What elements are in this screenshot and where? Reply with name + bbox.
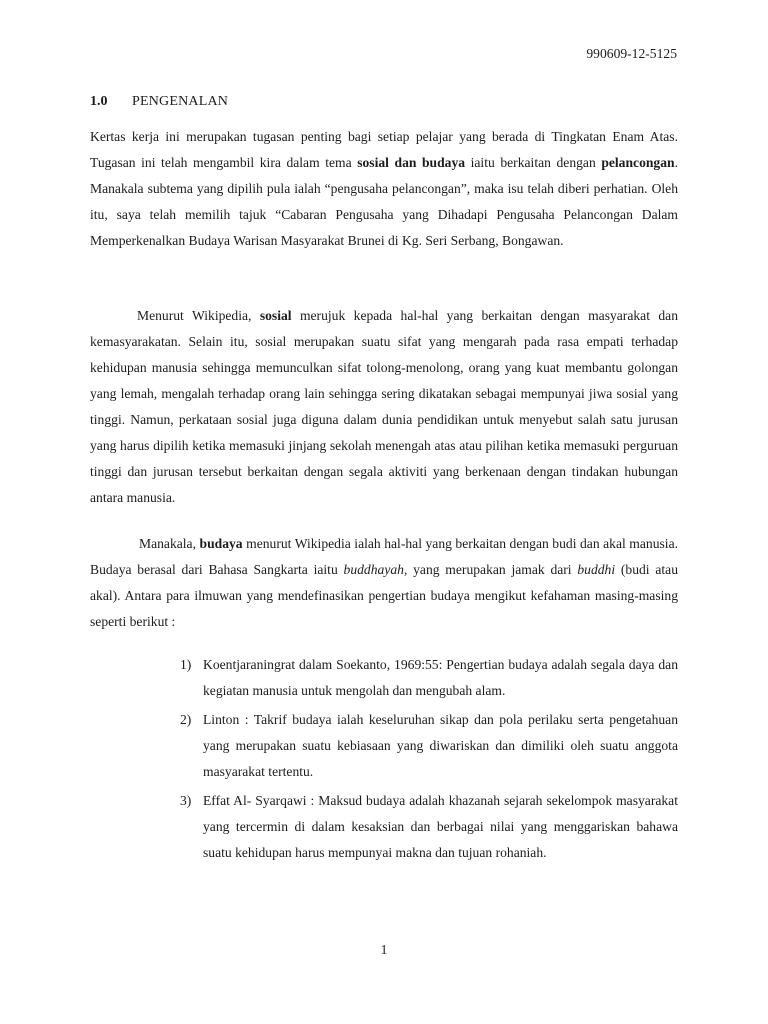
list-item [180,652,678,704]
italic-term: buddhi [577,562,616,577]
document-id: 990609-12-5125 [586,46,677,61]
list-item [180,788,678,866]
text-run: Menurut Wikipedia, [137,308,260,323]
list-item-number: 1) [180,657,192,672]
list-item-text: Linton : Takrif budaya ialah keseluruhan sikap dan pola perilaku serta pengetahuan yang merupakan suatu kebiasaan yang diwariskan dan dimiliki oleh suatu anggota masyarakat tertentu. [203,712,678,779]
bold-term: pelancongan [601,155,675,170]
italic-term: buddhayah [343,562,404,577]
text-run: (budi atau akal). Antara para ilmuwan yang mendefinasikan pengertian budaya mengikut kefahaman masing-masing seperti berikut : [90,562,678,629]
text-run: iaitu berkaitan dengan [465,155,602,170]
list-item-number: 3) [180,793,192,808]
definition-list [180,652,678,869]
text-run: menurut Wikipedia ialah hal-hal yang berkaitan dengan budi dan akal manusia. Budaya berasal dari Bahasa Sangkarta iaitu [90,536,678,577]
list-item-text: Effat Al- Syarqawi : Maksud budaya adalah khazanah sejarah sekelompok masyarakat yang tercermin di dalam kesaksian dan berbagai nilai yang menggariskan bahawa suatu kehidupan harus mempunyai makna dan tujuan rohaniah. [203,793,678,860]
culture-definition-paragraph [90,531,678,635]
bold-term: sosial dan budaya [357,155,466,170]
social-definition-paragraph [90,303,678,511]
text-run: merujuk kepada hal-hal yang berkaitan dengan masyarakat dan kemasyarakatan. Selain itu, sosial merupakan suatu sifat yang mengarah pada rasa empati terhadap kehidupan manusia sehingga memunculkan sifat tolong-menolong, orang yang kuat membantu golongan yang lemah, mengalah terhadap orang lain sehingga sering dikatakan sebagai mempunyai jiwa sosial yang tinggi. Namun, perkataan sosial juga diguna dalam dunia pendidikan untuk menyebut salah satu jurusan yang harus dipilih ketika memasuki jinjang sekolah menengah atas atau pilihan ketika memasuki perguruan tinggi dan jurusan tersebut berkaitan dengan segala aktiviti yang berkenaan dengan tindakan hubungan antara manusia. [90,308,678,505]
section-number: 1.0 [90,94,108,109]
list-item [180,707,678,785]
intro-paragraph [90,124,678,254]
text-run: , yang merupakan jamak dari [403,562,578,577]
section-title: PENGENALAN [132,94,229,109]
list-item-number: 2) [180,712,192,727]
text-run: Kertas kerja ini merupakan tugasan penting bagi setiap pelajar yang berada di Tingkatan Enam Atas. Tugasan ini telah mengambil kira dalam tema [90,129,678,170]
bold-term: budaya [199,536,243,551]
bold-term: sosial [259,308,292,323]
text-run: Manakala, [139,536,200,551]
list-item-text: Koentjaraningrat dalam Soekanto, 1969:55: Pengertian budaya adalah segala daya dan kegiatan manusia untuk mengolah dan mengubah alam. [203,657,678,698]
section-heading [90,94,228,110]
page-number: 1 [380,942,388,957]
text-run: . Manakala subtema yang dipilih pula ialah “pengusaha pelancongan”, maka isu telah diberi perhatian. Oleh itu, saya telah memilih tajuk “Cabaran Pengusaha yang Dihadapi Pengusaha Pelancongan Dalam Memperkenalkan Budaya Warisan Masyarakat Brunei di Kg. Seri Serbang, Bongawan. [90,155,678,248]
